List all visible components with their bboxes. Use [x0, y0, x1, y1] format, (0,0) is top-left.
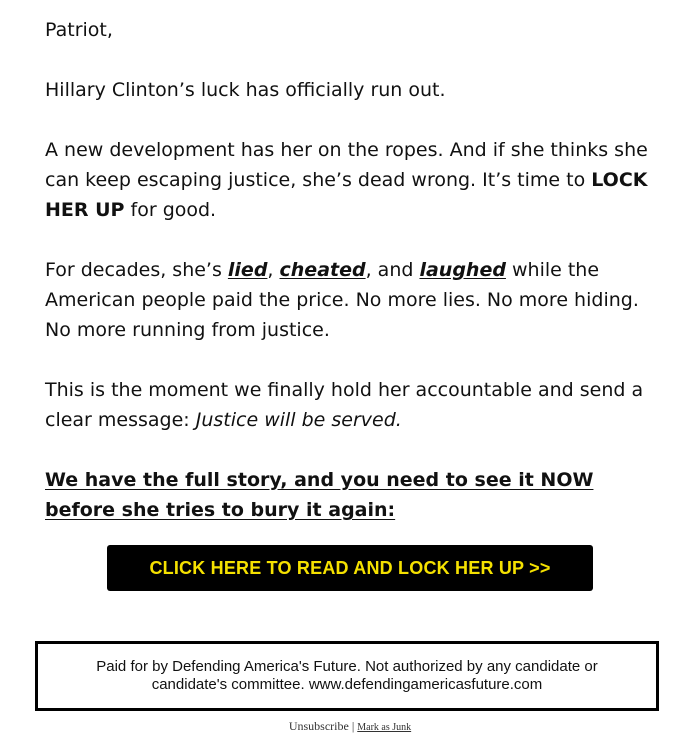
paragraph-development: [45, 135, 660, 225]
emphasis-cheated: cheated: [279, 259, 366, 281]
footer-separator: |: [351, 719, 355, 733]
justice-served-italic: Justice will be served.: [195, 409, 402, 431]
comma-separator: ,: [267, 259, 280, 281]
paragraph-development-text: A new development has her on the ropes. And if she thinks she can keep escaping justice, she’s dead wrong. It’s time to: [45, 139, 648, 191]
emphasis-laughed: laughed: [419, 259, 506, 281]
mark-as-junk-link[interactable]: Mark as Junk: [357, 722, 412, 733]
read-and-lock-her-up-button[interactable]: CLICK HERE TO READ AND LOCK HER UP >>: [107, 545, 593, 591]
paragraph-accountable-text: This is the moment we finally hold her accountable and send a clear message:: [45, 379, 644, 431]
lock-her-up-bold: LOCK HER UP: [45, 169, 648, 221]
greeting: Patriot,: [45, 19, 113, 41]
cta-container: [107, 545, 593, 591]
email-footer: [0, 719, 700, 734]
unsubscribe-link[interactable]: Unsubscribe: [288, 719, 349, 733]
paragraph-development-end: for good.: [124, 199, 217, 221]
emphasis-lied: lied: [227, 259, 268, 281]
paragraph-accountable: [45, 375, 660, 435]
paid-for-disclaimer: [35, 641, 659, 711]
and-separator: , and: [365, 259, 420, 281]
paragraph-luck: Hillary Clinton’s luck has officially run out.: [45, 79, 446, 101]
paragraph-decades-end: while the American people paid the price. No more lies. No more hiding. No more running from justice.: [45, 259, 639, 341]
call-to-action-headline[interactable]: We have the full story, and you need to see it NOW before she tries to bury it again:: [45, 469, 594, 521]
email-body: [45, 15, 660, 555]
paragraph-decades-start: For decades, she’s: [45, 259, 228, 281]
paragraph-decades: [45, 255, 660, 345]
disclaimer-text: Paid for by Defending America's Future. Not authorized by any candidate or candidate's committee. www.defendingamericasfuture.com: [96, 658, 598, 693]
